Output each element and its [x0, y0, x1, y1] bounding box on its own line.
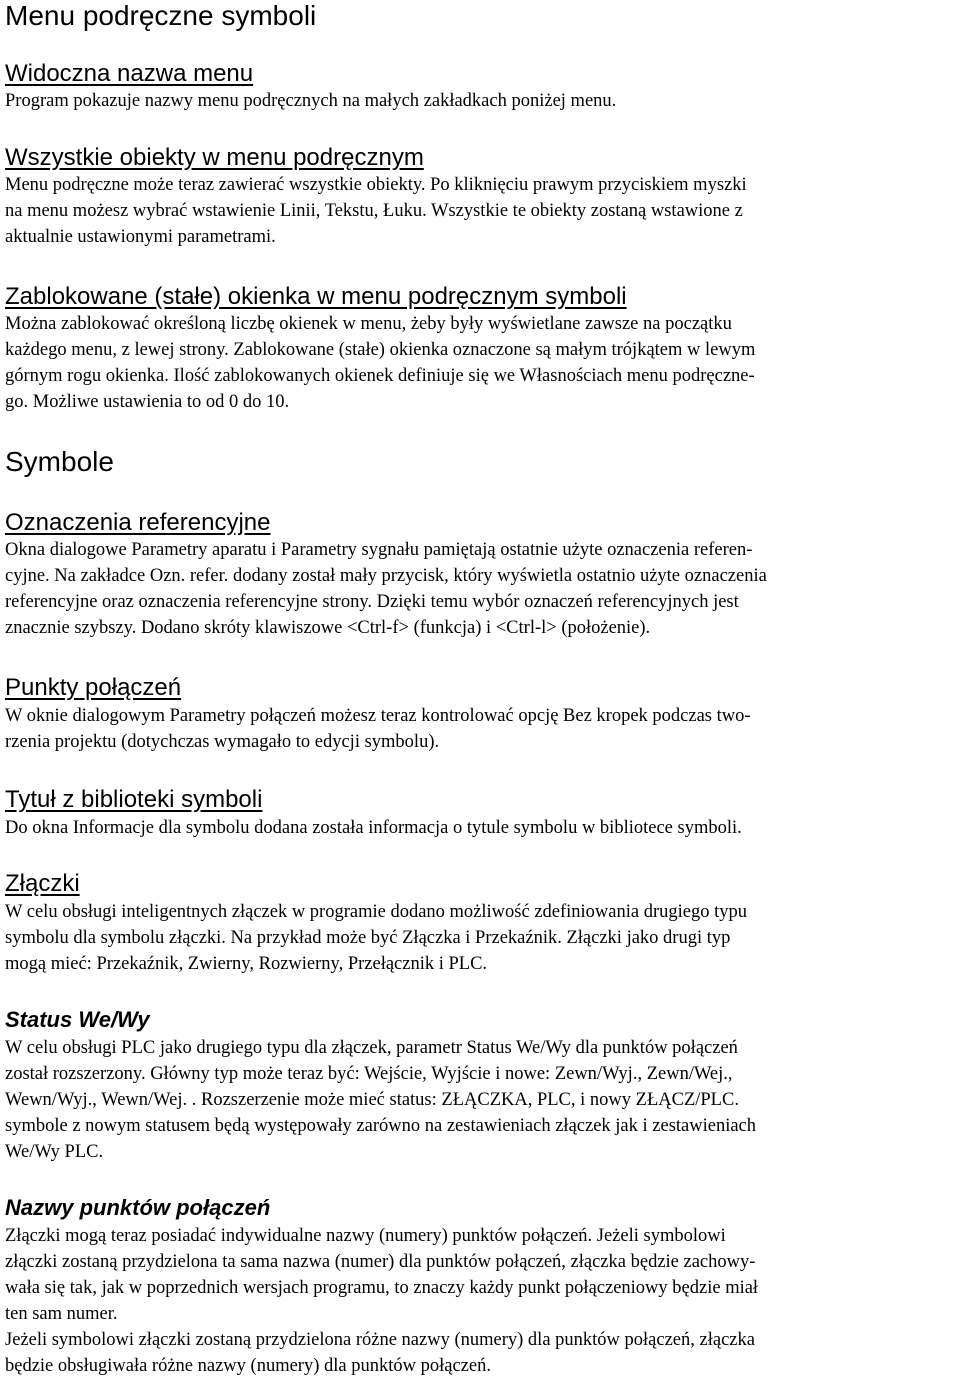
- text-line: Okna dialogowe Parametry aparatu i Parametry sygnału pamiętają ostatnie użyte oznaczenia referen-: [5, 540, 753, 560]
- text-line: Do okna Informacje dla symbolu dodana została informacja o tytule symbolu w bibliotece symboli.: [5, 818, 742, 838]
- text-line: ten sam numer.: [5, 1304, 118, 1324]
- section-body-all-objects: [5, 172, 747, 250]
- section-body-reference-designations: [5, 537, 767, 641]
- text-line: aktualnie ustawionymi parametrami.: [5, 227, 276, 247]
- text-line: W celu obsługi inteligentnych złączek w programie dodano możliwość zdefiniowania drugiego typu: [5, 902, 748, 922]
- text-line: wała się tak, jak w poprzednich wersjach programu, to znaczy każdy punkt połączeniowy będzie miał: [5, 1278, 759, 1298]
- text-line: Wewn/Wyj., Wewn/Wej. . Rozszerzenie może mieć status: ZŁĄCZKA, PLC, i nowy ZŁĄCZ/PLC.: [5, 1090, 739, 1110]
- text-line: symbolu dla symbolu złączki. Na przykład może być Złączka i Przekaźnik. Złączki jako drugi typ: [5, 928, 731, 948]
- section-heading-library-title: Tytuł z biblioteki symboli: [5, 786, 263, 813]
- section-body-io-status: [5, 1035, 756, 1165]
- text-line: znacznie szybszy. Dodano skróty klawiszowe <Ctrl-f> (funkcja) i <Ctrl-l> (położenie).: [5, 618, 651, 638]
- text-line: mogą mieć: Przekaźnik, Zwierny, Rozwierny, Przełącznik i PLC.: [5, 954, 488, 974]
- text-line: go. Możliwe ustawienia to od 0 do 10.: [5, 392, 290, 412]
- section-heading-connection-points: Punkty połączeń: [5, 674, 182, 701]
- section-heading-reference-designations: Oznaczenia referencyjne: [5, 509, 271, 536]
- text-line: będzie obsługiwała różne nazwy (numery) dla punktów połączeń.: [5, 1356, 491, 1376]
- text-line: referencyjne oraz oznaczenia referencyjne strony. Dzięki temu wybór oznaczeń referencyjnych jest: [5, 592, 739, 612]
- text-line: We/Wy PLC.: [5, 1142, 104, 1162]
- page-title: Menu podręczne symboli: [5, 0, 317, 31]
- section-heading-connection-point-names: Nazwy punktów połączeń: [5, 1195, 271, 1220]
- text-line: złączki zostaną przydzielona ta sama nazwa (numer) dla punktów połączeń, złączka będzie zachowy-: [5, 1252, 756, 1272]
- section-body-connection-points: [5, 703, 751, 755]
- text-line: Program pokazuje nazwy menu podręcznych na małych zakładkach poniżej menu.: [5, 91, 617, 111]
- section-body-terminals: [5, 899, 747, 977]
- section-heading-visible-menu-name: Widoczna nazwa menu: [5, 60, 254, 87]
- text-line: symbole z nowym statusem będą występowały zarówno na zestawieniach złączek jak i zestawieniach: [5, 1116, 757, 1136]
- text-line: na menu możesz wybrać wstawienie Linii, Tekstu, Łuku. Wszystkie te obiekty zostaną wstawione z: [5, 201, 743, 221]
- section-heading-locked-windows: Zablokowane (stałe) okienka w menu podręcznym symboli: [5, 283, 627, 310]
- text-line: cyjne. Na zakładce Ozn. refer. dodany został mały przycisk, który wyświetla ostatnio użyte oznaczenia: [5, 566, 767, 586]
- text-line: rzenia projektu (dotychczas wymagało to edycji symbolu).: [5, 732, 440, 752]
- text-line: górnym rogu okienka. Ilość zablokowanych okienek definiuje się we Własnościach menu podręczne-: [5, 366, 755, 386]
- section-body-locked-windows: [5, 311, 755, 415]
- symbols-title: Symbole: [5, 446, 114, 477]
- text-line: W celu obsługi PLC jako drugiego typu dla złączek, parametr Status We/Wy dla punktów połączeń: [5, 1038, 738, 1058]
- text-line: W oknie dialogowym Parametry połączeń możesz teraz kontrolować opcję Bez kropek podczas two-: [5, 706, 751, 726]
- text-line: każdego menu, z lewej strony. Zablokowane (stałe) okienka oznaczone są małym trójkątem w lewym: [5, 340, 756, 360]
- text-line: Złączki mogą teraz posiadać indywidualne nazwy (numery) punktów połączeń. Jeżeli symbolowi: [5, 1226, 726, 1246]
- text-line: został rozszerzony. Główny typ może teraz być: Wejście, Wyjście i nowe: Zewn/Wyj., Zewn/Wej.,: [5, 1064, 733, 1084]
- text-line: Menu podręczne może teraz zawierać wszystkie obiekty. Po kliknięciu prawym przyciskiem myszki: [5, 175, 747, 195]
- section-heading-all-objects: Wszystkie obiekty w menu podręcznym: [5, 144, 424, 171]
- section-body-connection-point-names: [5, 1223, 758, 1379]
- section-heading-io-status: Status We/Wy: [5, 1007, 150, 1032]
- section-heading-terminals: Złączki: [5, 870, 80, 897]
- section-body-library-title: [5, 815, 742, 841]
- section-body-visible-menu-name: [5, 88, 616, 114]
- text-line: Można zablokować określoną liczbę okienek w menu, żeby były wyświetlane zawsze na początku: [5, 314, 732, 334]
- text-line: Jeżeli symbolowi złączki zostaną przydzielona różne nazwy (numery) dla punktów połączeń, złączka: [5, 1330, 755, 1350]
